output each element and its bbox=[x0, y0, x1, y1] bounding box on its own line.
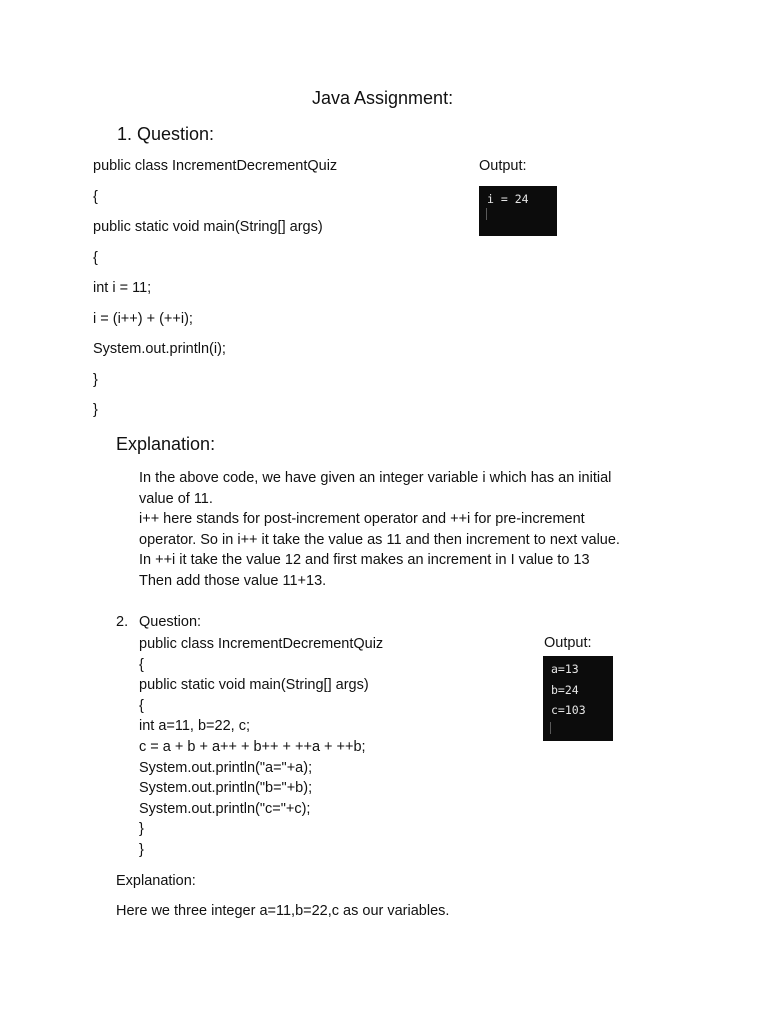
question-1-explanation bbox=[139, 468, 620, 592]
code-line: } bbox=[93, 372, 98, 388]
question-1-output-console bbox=[479, 186, 557, 236]
question-2-heading: Question: bbox=[139, 614, 202, 630]
console-cursor bbox=[486, 208, 487, 220]
page-title: Java Assignment: bbox=[312, 88, 454, 108]
console-cursor bbox=[550, 722, 551, 734]
code-line: } bbox=[139, 821, 144, 838]
console-line: i = 24 bbox=[487, 192, 529, 206]
code-line: int a=11, b=22, c; bbox=[139, 718, 250, 735]
question-2-explanation-heading: Explanation: bbox=[116, 873, 196, 889]
question-2-number: 2. bbox=[116, 614, 129, 630]
question-2-explanation: Here we three integer a=11,b=22,c as our variables. bbox=[116, 903, 450, 919]
code-line: public static void main(String[] args) bbox=[139, 677, 369, 694]
console-line: a=13 bbox=[551, 662, 579, 676]
code-line: System.out.println("b="+b); bbox=[139, 780, 313, 797]
code-line: int i = 11; bbox=[93, 280, 152, 296]
console-line: b=24 bbox=[551, 683, 579, 697]
code-line: System.out.println("c="+c); bbox=[139, 800, 311, 817]
code-line: public class IncrementDecrementQuiz bbox=[139, 636, 384, 652]
code-line: { bbox=[93, 250, 98, 266]
code-line: i = (i++) + (++i); bbox=[93, 311, 193, 327]
code-line: System.out.println("a="+a); bbox=[139, 759, 313, 776]
code-line: { bbox=[93, 189, 98, 205]
code-line: { bbox=[139, 697, 144, 714]
code-line: } bbox=[93, 402, 98, 418]
question-2-output-console bbox=[543, 656, 613, 741]
code-line: public static void main(String[] args) bbox=[93, 219, 323, 235]
explanation-line: In ++i it take the value 12 and first makes an increment in I value to 13 bbox=[139, 552, 590, 569]
question-1-output-label: Output: bbox=[479, 158, 527, 174]
console-line: c=103 bbox=[551, 703, 586, 717]
code-line: } bbox=[139, 841, 144, 858]
explanation-line: In the above code, we have given an integer variable i which has an initial bbox=[139, 470, 612, 486]
question-1-heading: 1. Question: bbox=[117, 124, 215, 144]
code-line: System.out.println(i); bbox=[93, 341, 226, 357]
question-2-code bbox=[139, 634, 383, 861]
code-line: public class IncrementDecrementQuiz bbox=[93, 158, 338, 174]
question-2-output-label: Output: bbox=[544, 635, 592, 651]
question-1-explanation-heading: Explanation: bbox=[116, 434, 216, 454]
code-line: { bbox=[139, 656, 144, 673]
explanation-line: i++ here stands for post-increment operator and ++i for pre-increment bbox=[139, 511, 585, 528]
explanation-line: value of 11. bbox=[139, 490, 213, 507]
explanation-line: Then add those value 11+13. bbox=[139, 572, 327, 589]
explanation-line: operator. So in i++ it take the value as 11 and then increment to next value. bbox=[139, 531, 620, 548]
code-line: c = a + b + a++ + b++ + ++a + ++b; bbox=[139, 738, 366, 755]
